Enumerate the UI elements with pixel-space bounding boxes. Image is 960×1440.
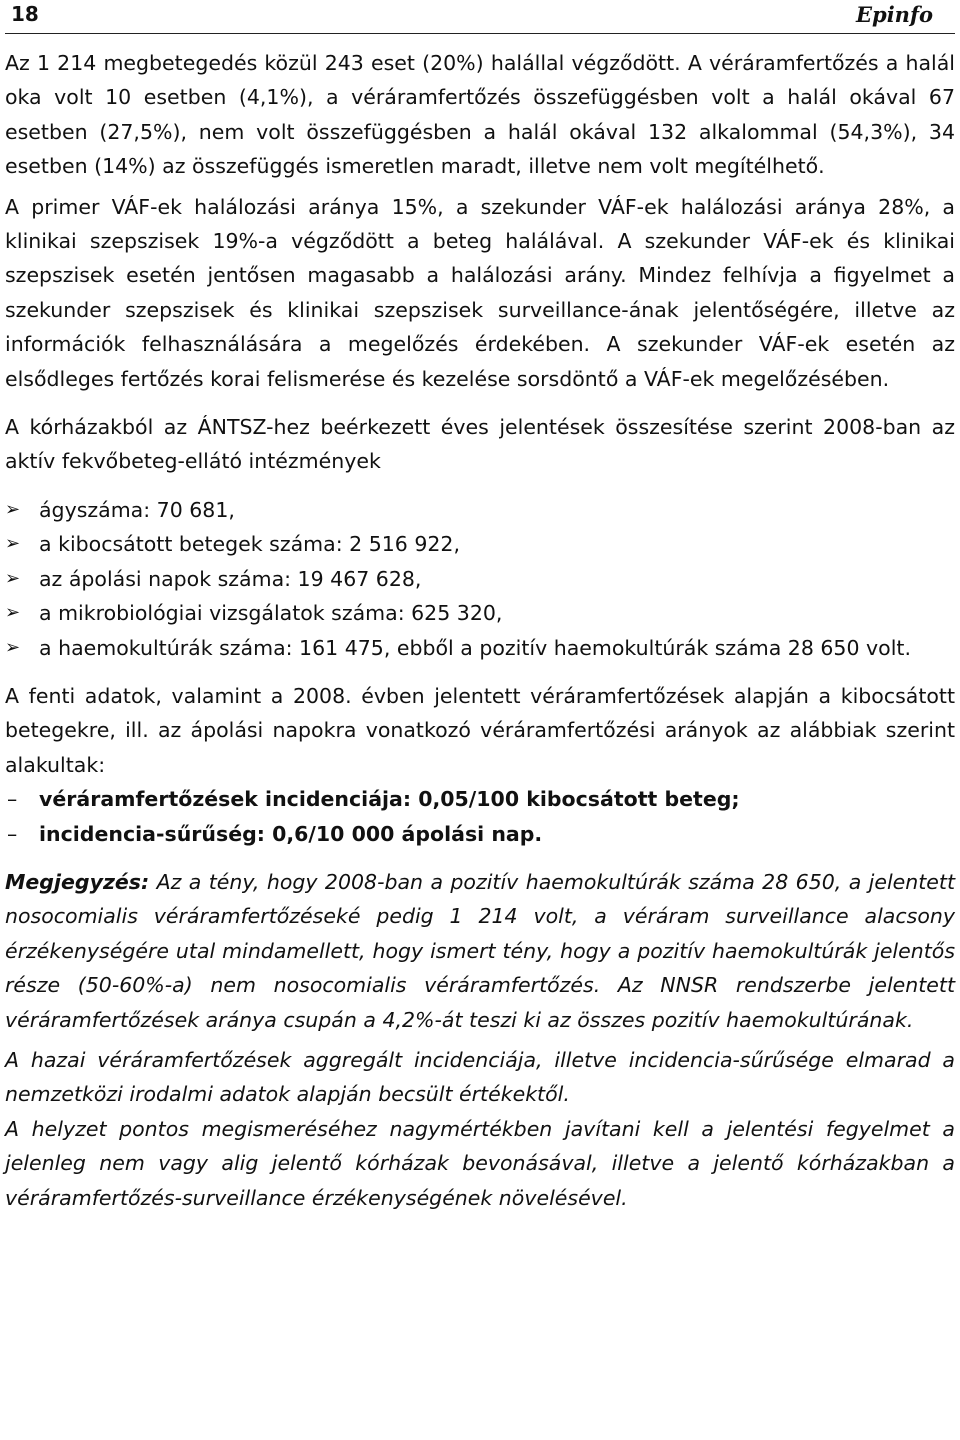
arrow-bullet-icon: ➢ [5, 567, 21, 589]
dash-bullet-icon: – [7, 821, 18, 846]
arrow-bullet-icon: ➢ [5, 636, 21, 658]
dash-bullet-icon: – [7, 787, 18, 812]
list-item: ➢ a kibocsátott betegek száma: 2 516 922, [5, 527, 955, 561]
paragraph-annual-reports: A kórházakból az ÁNTSZ-hez beérkezett éves jelentések összesítése szerint 2008-ban az aktív fekvőbeteg-ellátó intézmények [5, 415, 955, 474]
arrow-bullet-icon: ➢ [5, 533, 21, 555]
note-text: Az a tény, hogy 2008-ban a pozitív haemokultúrák száma 28 650, a jelentett nosocomialis véráramfertőzéseké pedig 1 214 volt, a véráram surveillance alacsony érzékenységére utal mindamellett, hogy ismert tény, hogy a pozitív haemokultúrák jelentős része (50-60%-a) nem nosocomialis véráramfertőzés. Az NNSR rendszerbe jelentett véráramfertőzések aránya csupán a 4,2%-át teszi ki az összes pozitív haemokultúrának. [5, 869, 955, 1032]
page-number: 18 [11, 2, 39, 26]
paragraph-mortality: Az 1 214 megbetegedés közül 243 eset (20%) halállal végződött. A véráramfertőzés a halál oka volt 10 esetben (4,1%), a véráramfertőzés összefüggésben volt a halál okával 67 esetben (27,5%), nem volt összefüggésben a halál okával 132 alkalommal (54,3%), 34 esetben (14%) az összefüggés ismeretlen maradt, illetve nem volt megítélhető. [5, 51, 955, 179]
note-paragraph [5, 865, 955, 1037]
list-item: – incidencia-sűrűség: 0,6/10 000 ápolási nap. [5, 817, 955, 851]
page-header [5, 0, 955, 40]
rates-list [5, 782, 955, 851]
stats-list [5, 493, 955, 665]
list-item: ➢ a haemokultúrák száma: 161 475, ebből a pozitív haemokultúrák száma 28 650 volt. [5, 631, 955, 665]
arrow-bullet-icon: ➢ [5, 602, 21, 624]
header-divider [5, 33, 955, 34]
list-item: ➢ az ápolási napok száma: 19 467 628, [5, 562, 955, 596]
list-item: – véráramfertőzések incidenciája: 0,05/100 kibocsátott beteg; [5, 782, 955, 816]
note-paragraph-incidence: A hazai véráramfertőzések aggregált incidenciája, illetve incidencia-sűrűsége elmarad a nemzetközi irodalmi adatok alapján becsült értékektől. [5, 1047, 955, 1107]
arrow-bullet-icon: ➢ [5, 498, 21, 520]
note-label: Megjegyzés: [5, 869, 150, 894]
paragraph-rates-intro: A fenti adatok, valamint a 2008. évben jelentett véráramfertőzések alapján a kibocsátott betegekre, ill. az ápolási napokra vonatkozó véráramfertőzési arányok az alábbiak szerint alakultak: [5, 683, 955, 777]
brand-logo: Epinfo [856, 2, 933, 27]
paragraph-vaf-mortality: A primer VÁF-ek halálozási aránya 15%, a szekunder VÁF-ek halálozási aránya 28%, a klinikai szepszisek 19%-a végződött a beteg halálával. A szekunder VÁF-ek és klinikai szepszisek esetén jentősen magasabb a halálozási arány. Mindez felhívja a figyelmet a szekunder szepszisek és klinikai szepszisek surveillance-ának jelentőségére, illetve az információk felhasználására a megelőzés érdekében. A szekunder VÁF-ek esetén az elsődleges fertőzés korai felismerése és kezelése sorsdöntő a VÁF-ek megelőzésében. [5, 194, 955, 391]
note-paragraph-recommendation: A helyzet pontos megismeréséhez nagymértékben javítani kell a jelentési fegyelmet a jelenleg nem vagy alig jelentő kórházak bevonásával, illetve a jelentő kórházakban a véráramfertőzés-surveillance érzékenységének növelésével. [5, 1116, 955, 1210]
list-item: ➢ ágyszáma: 70 681, [5, 493, 955, 527]
list-item: ➢ a mikrobiológiai vizsgálatok száma: 625 320, [5, 596, 955, 630]
